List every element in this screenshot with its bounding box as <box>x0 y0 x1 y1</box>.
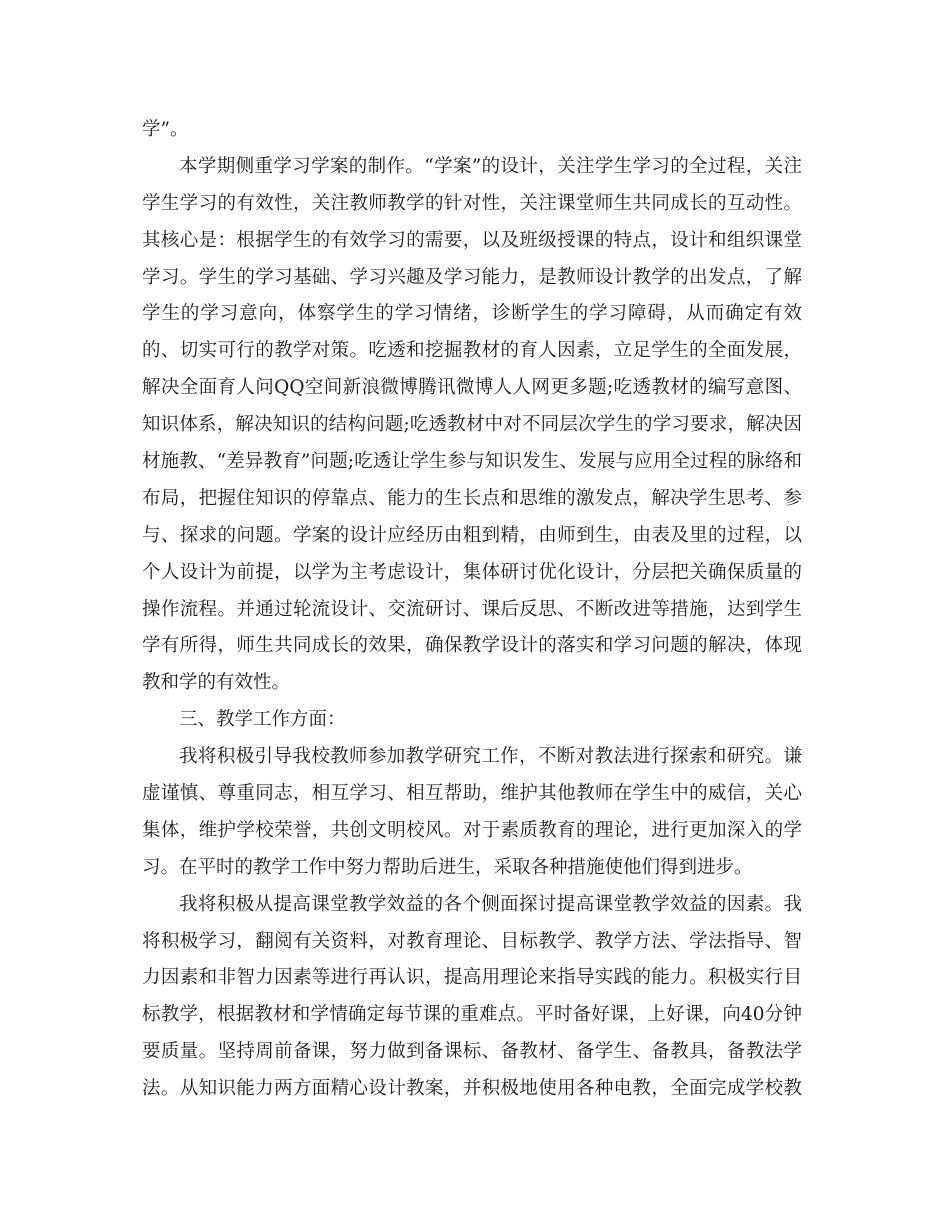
text-line: 知识体系，解决知识的结构问题;吃透教材中对不同层次学生的学习要求，解决因 <box>142 414 802 436</box>
paragraph-first-line: 我将积极从提高课堂教学效益的各个侧面探讨提高课堂教学效益的因素。我 <box>179 893 802 915</box>
body-text <box>142 112 802 1108</box>
text-line: 其核心是：根据学生的有效学习的需要，以及班级授课的特点，设计和组织课堂 <box>142 229 802 251</box>
paragraph-first-line: 我将积极引导我校教师参加教学研究工作，不断对教法进行探索和研究。谦 <box>179 746 802 768</box>
section-heading: 三、教学工作方面： <box>179 709 346 731</box>
text-line: 法。从知识能力两方面精心设计教案，并积极地使用各种电教，全面完成学校教 <box>142 1078 802 1100</box>
text-line: 要质量。坚持周前备课，努力做到备课标、备教材、备学生、备教具，备教法学 <box>142 1041 802 1063</box>
text-line: 的、切实可行的教学对策。吃透和挖掘教材的育人因素，立足学生的全面发展， <box>142 340 802 362</box>
text-line: 力因素和非智力因素等进行再认识，提高用理论来指导实践的能力。积极实行目 <box>142 967 802 989</box>
text-line: 学有所得，师生共同成长的效果，确保教学设计的落实和学习问题的解决，体现 <box>142 635 802 657</box>
text-line: 与、探求的问题。学案的设计应经历由粗到精，由师到生，由表及里的过程，以 <box>142 524 802 546</box>
text-line: 学”。 <box>142 119 189 140</box>
text-line: 学习。学生的学习基础、学习兴趣及学习能力，是教师设计教学的出发点，了解 <box>142 266 802 288</box>
text-line: 个人设计为前提，以学为主考虑设计，集体研讨优化设计，分层把关确保质量的 <box>142 561 802 583</box>
text-line: 标教学，根据教材和学情确定每节课的重难点。平时备好课，上好课，向40分钟 <box>142 1004 802 1026</box>
text-line: 将积极学习，翻阅有关资料，对教育理论、目标教学、教学方法、学法指导、智 <box>142 930 802 952</box>
text-line: 集体，维护学校荣誉，共创文明校风。对于素质教育的理论，进行更加深入的学 <box>142 819 802 841</box>
text-line: 学生学习的有效性，关注教师教学的针对性，关注课堂师生共同成长的互动性。 <box>142 192 802 214</box>
text-line: 操作流程。并通过轮流设计、交流研讨、课后反思、不断改进等措施，达到学生 <box>142 598 802 620</box>
text-line: 学生的学习意向，体察学生的学习情绪，诊断学生的学习障碍，从而确定有效 <box>142 303 802 325</box>
text-line: 教和学的有效性。 <box>142 672 291 694</box>
text-line: 解决全面育人问QQ空间新浪微博腾讯微博人人网更多题;吃透教材的编写意图、 <box>142 377 802 399</box>
text-line: 布局，把握住知识的停靠点、能力的生长点和思维的激发点，解决学生思考、参 <box>142 487 802 509</box>
paragraph-first-line: 本学期侧重学习学案的制作。“学案”的设计，关注学生学习的全过程，关注 <box>179 155 802 177</box>
text-line: 习。在平时的教学工作中努力帮助后进生，采取各种措施使他们得到进步。 <box>142 856 753 878</box>
text-line: 虚谨慎、尊重同志，相互学习、相互帮助，维护其他教师在学生中的威信，关心 <box>142 783 802 805</box>
text-line: 材施教、“差异教育”问题;吃透让学生参与知识发生、发展与应用全过程的脉络和 <box>142 451 802 473</box>
